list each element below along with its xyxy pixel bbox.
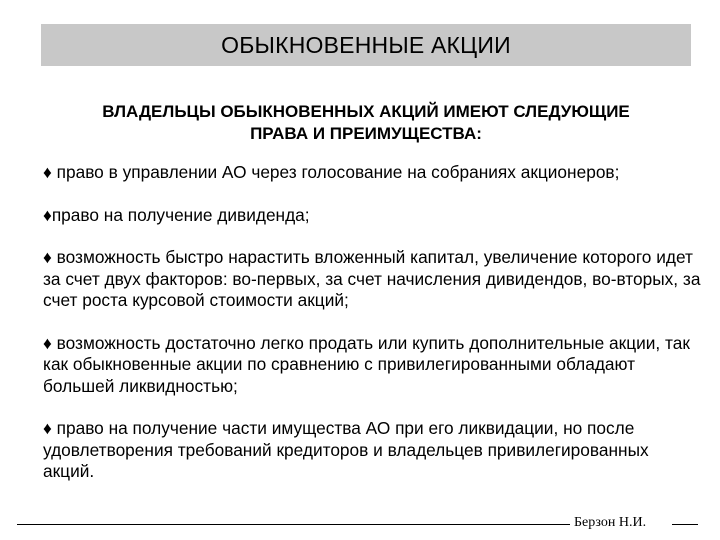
list-item: ♦ право на получение части имущества АО при его ликвидации, но после удовлетворения требований кредиторов и владельцев привилегированных акций. bbox=[43, 418, 649, 481]
list-item: ♦ право в управлении АО через голосование на собраниях акционеров; bbox=[43, 162, 620, 182]
footer-divider-end bbox=[672, 524, 698, 525]
title-bar bbox=[41, 24, 691, 66]
footer-divider bbox=[17, 524, 570, 525]
subheading-line-1: ВЛАДЕЛЬЦЫ ОБЫКНОВЕННЫХ АКЦИЙ ИМЕЮТ СЛЕДУЮЩИЕ bbox=[102, 102, 630, 121]
list-item: ♦ возможность достаточно легко продать или купить дополнительные акции, так как обыкновенные акции по сравнению с привилегированными обладают большей ликвидностью; bbox=[43, 332, 690, 396]
list-item: ♦право на получение дивиденда; bbox=[43, 204, 310, 225]
author-credit: Берзон Н.И. bbox=[574, 515, 647, 530]
list-item: ♦ возможность быстро нарастить вложенный капитал, увеличение которого идет за счет двух факторов: во-первых, за счет начисления дивидендов, во-вторых, за счет роста курсовой стоимости акций; bbox=[43, 247, 701, 310]
slide-title: ОБЫКНОВЕННЫЕ АКЦИИ bbox=[221, 31, 511, 58]
rights-list bbox=[43, 162, 703, 483]
subheading-line-2: ПРАВА И ПРЕИМУЩЕСТВА: bbox=[250, 124, 482, 143]
subheading bbox=[30, 101, 702, 145]
